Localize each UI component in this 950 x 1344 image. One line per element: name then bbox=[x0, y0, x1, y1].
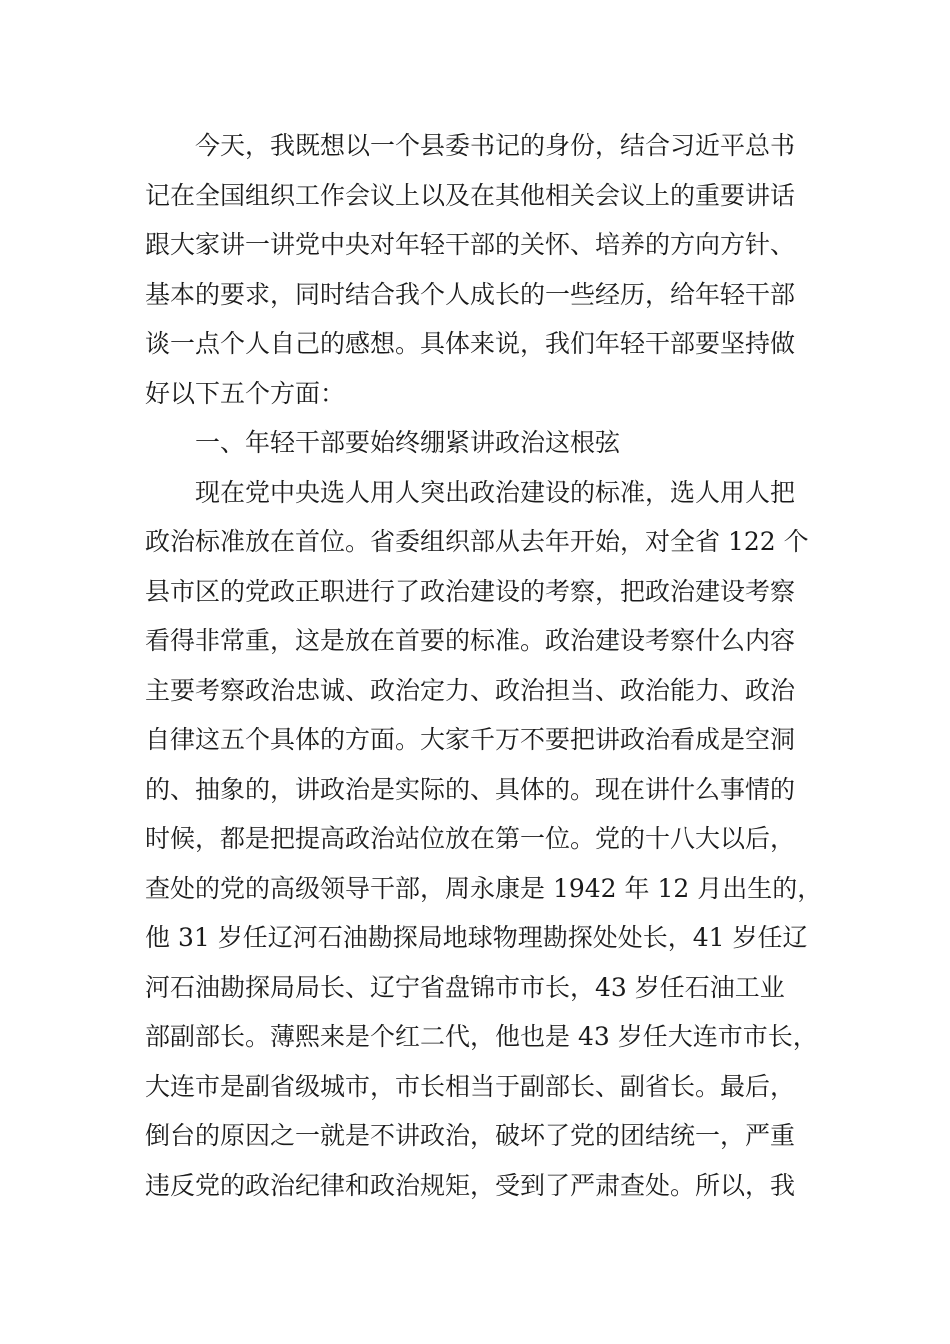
text-line: 的、抽象的，讲政治是实际的、具体的。现在讲什么事情的 bbox=[145, 774, 796, 804]
text-line: 自律这五个具体的方面。大家千万不要把讲政治看成是空洞 bbox=[145, 725, 796, 754]
text-line: 县市区的党政正职进行了政治建设的考察，把政治建设考察 bbox=[145, 576, 796, 606]
text-line: 现在党中央选人用人突出政治建设的标准，选人用人把 bbox=[195, 477, 796, 507]
text-line: 今天，我既想以一个县委书记的身份，结合习近平总书 bbox=[195, 131, 796, 160]
text-line: 好以下五个方面： bbox=[145, 378, 346, 408]
text-line: 大连市是副省级城市，市长相当于副部长、副省长。最后， bbox=[145, 1071, 796, 1101]
text-line: 倒台的原因之一就是不讲政治，破坏了党的团结统一，严重 bbox=[145, 1121, 796, 1150]
section-heading: 一、年轻干部要始终绷紧讲政治这根弦 bbox=[195, 428, 621, 457]
text-line: 部副部长。薄熙来是个红二代，他也是 43 岁任大连市市长， bbox=[145, 1022, 818, 1051]
text-line: 基本的要求，同时结合我个人成长的一些经历，给年轻干部 bbox=[145, 279, 796, 309]
text-line: 他 31 岁任辽河石油勘探局地球物理勘探处处长，41 岁任辽 bbox=[145, 923, 808, 952]
text-line: 主要考察政治忠诚、政治定力、政治担当、政治能力、政治 bbox=[145, 675, 796, 705]
document-body bbox=[145, 121, 823, 1210]
text-line: 河石油勘探局局长、辽宁省盘锦市市长，43 岁任石油工业 bbox=[145, 972, 785, 1002]
text-line: 时候，都是把提高政治站位放在第一位。党的十八大以后， bbox=[145, 824, 796, 853]
text-line: 记在全国组织工作会议上以及在其他相关会议上的重要讲话 bbox=[145, 180, 796, 210]
text-line: 违反党的政治纪律和政治规矩，受到了严肃查处。所以，我 bbox=[145, 1170, 796, 1200]
text-line: 查处的党的高级领导干部，周永康是 1942 年 12 月出生的， bbox=[145, 873, 823, 903]
text-line: 跟大家讲一讲党中央对年轻干部的关怀、培养的方向方针、 bbox=[145, 230, 796, 259]
text-line: 谈一点个人自己的感想。具体来说，我们年轻干部要坚持做 bbox=[145, 329, 796, 358]
text-line: 政治标准放在首位。省委组织部从去年开始，对全省 122 个 bbox=[145, 527, 809, 556]
text-line: 看得非常重，这是放在首要的标准。政治建设考察什么内容 bbox=[145, 626, 796, 655]
